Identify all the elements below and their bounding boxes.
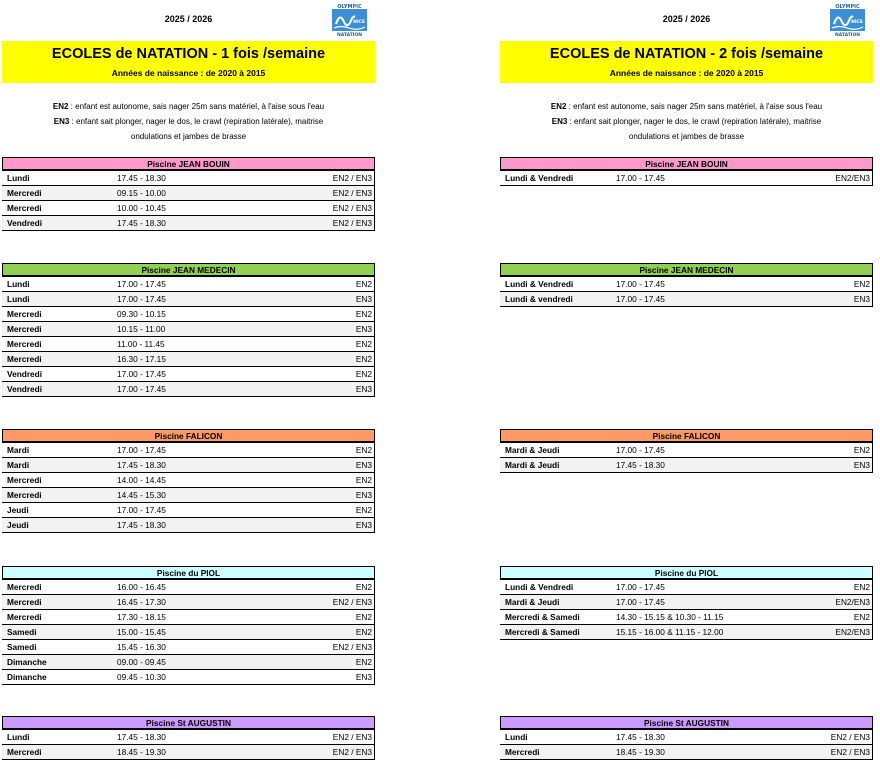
en2-definition: EN2 : enfant est autonome, sais nager 25m sans matériel, à l'aise sous l'eau [550, 102, 823, 111]
session-level: EN2 [355, 445, 372, 455]
table-row [2, 322, 375, 337]
session-time: 09.45 - 10.30 [117, 672, 166, 682]
table-row [500, 580, 873, 595]
session-time: 17.45 - 18.30 [616, 732, 665, 742]
table-row [2, 382, 375, 397]
en3-definition-cont: ondulations et jambes de brasse [628, 132, 745, 141]
session-day: Vendredi [7, 369, 43, 379]
table-row [2, 625, 375, 640]
session-level: EN2 / EN3 [332, 188, 372, 198]
pool-table [500, 157, 873, 186]
pool-table [2, 716, 375, 760]
session-day: Samedi [7, 642, 37, 652]
session-day: Mercredi [7, 747, 42, 757]
session-time: 17.00 - 17.45 [117, 384, 166, 394]
session-level: EN2 [355, 612, 372, 622]
session-day: Lundi [505, 732, 528, 742]
session-level: EN2 [355, 475, 372, 485]
session-time: 16.30 - 17.15 [117, 354, 166, 364]
pool-table [2, 429, 375, 533]
session-time: 17.00 - 17.45 [117, 279, 166, 289]
session-day: Lundi & Vendredi [505, 279, 574, 289]
table-row [2, 277, 375, 292]
session-time: 15.00 - 15.45 [117, 627, 166, 637]
session-day: Mercredi & Samedi [505, 627, 580, 637]
session-day: Vendredi [7, 384, 43, 394]
table-row [2, 488, 375, 503]
session-time: 15.15 - 16.00 & 11.15 - 12.00 [616, 627, 724, 637]
table-row [2, 610, 375, 625]
session-day: Mercredi [7, 203, 42, 213]
season-label: 2025 / 2026 [164, 14, 213, 24]
pool-header: Piscine St AUGUSTIN [2, 716, 375, 730]
pool-table [2, 566, 375, 685]
table-row [2, 201, 375, 216]
table-row [500, 730, 873, 745]
session-level: EN2 [355, 582, 372, 592]
svg-text:NATATION: NATATION [336, 33, 363, 37]
session-time: 17.00 - 17.45 [616, 173, 665, 183]
en2-definition: EN2 : enfant est autonome, sais nager 25m sans matériel, à l'aise sous l'eau [52, 102, 325, 111]
table-row [2, 745, 375, 760]
table-row [2, 730, 375, 745]
level-definitions [2, 99, 375, 144]
session-level: EN2 [355, 369, 372, 379]
svg-text:OLYMPIC: OLYMPIC [337, 4, 362, 10]
session-level: EN2 / EN3 [332, 642, 372, 652]
session-time: 10.00 - 10.45 [117, 203, 166, 213]
level-definitions [500, 99, 873, 144]
table-row [500, 171, 873, 186]
session-time: 17.30 - 18.15 [117, 612, 166, 622]
title-banner [2, 41, 375, 83]
session-time: 17.00 - 17.45 [616, 445, 665, 455]
table-row [2, 670, 375, 685]
session-day: Mercredi [7, 339, 42, 349]
session-day: Mardi [7, 445, 30, 455]
session-time: 17.45 - 18.30 [616, 460, 665, 470]
session-level: EN2 [853, 582, 870, 592]
table-row [500, 443, 873, 458]
session-time: 17.00 - 17.45 [117, 445, 166, 455]
session-time: 09.15 - 10.00 [117, 188, 166, 198]
pool-header: Piscine FALICON [2, 429, 375, 443]
session-day: Lundi & Vendredi [505, 582, 574, 592]
table-row [500, 458, 873, 473]
table-row [2, 580, 375, 595]
session-day: Mercredi [7, 582, 42, 592]
svg-text:NICE: NICE [353, 20, 365, 25]
session-day: Mercredi [7, 475, 42, 485]
session-level: EN2/EN3 [835, 627, 870, 637]
session-day: Vendredi [7, 218, 43, 228]
table-row [500, 625, 873, 640]
pool-header: Piscine FALICON [500, 429, 873, 443]
session-day: Dimanche [7, 672, 47, 682]
session-day: Lundi [7, 294, 30, 304]
table-row [2, 473, 375, 488]
session-time: 11.00 - 11.45 [117, 339, 165, 349]
session-level: EN2 [355, 354, 372, 364]
table-row [2, 595, 375, 610]
table-row [2, 518, 375, 533]
table-row [500, 610, 873, 625]
session-level: EN2 [355, 505, 372, 515]
session-level: EN2 [355, 279, 372, 289]
session-time: 10.15 - 11.00 [117, 324, 166, 334]
session-time: 14.30 - 15.15 & 10.30 - 11.15 [616, 612, 724, 622]
session-level: EN3 [355, 672, 372, 682]
session-level: EN2 [853, 445, 870, 455]
pool-table [500, 263, 873, 307]
session-time: 17.45 - 18.30 [117, 218, 166, 228]
session-time: 15.45 - 16.30 [117, 642, 166, 652]
table-row [500, 745, 873, 760]
table-row [2, 655, 375, 670]
session-day: Mercredi & Samedi [505, 612, 580, 622]
table-row [500, 595, 873, 610]
session-day: Lundi [7, 173, 30, 183]
session-day: Mercredi [7, 490, 42, 500]
session-day: Mercredi [7, 188, 42, 198]
table-row [2, 503, 375, 518]
pool-header: Piscine JEAN MEDECIN [500, 263, 873, 277]
session-level: EN2 / EN3 [332, 218, 372, 228]
session-time: 18.45 - 19.30 [616, 747, 665, 757]
session-level: EN3 [355, 324, 372, 334]
pool-header: Piscine du PIOL [2, 566, 375, 580]
session-time: 17.00 - 17.45 [616, 279, 665, 289]
birth-years: Années de naissance : de 2020 à 2015 [609, 68, 764, 78]
svg-text:OLYMPIC: OLYMPIC [835, 4, 860, 10]
birth-years: Années de naissance : de 2020 à 2015 [111, 68, 266, 78]
session-day: Mardi [7, 460, 30, 470]
en3-definition-cont: ondulations et jambes de brasse [130, 132, 247, 141]
en3-definition: EN3 : enfant sait plonger, nager le dos, le crawl (repiration latérale), maitrise [53, 117, 324, 126]
title-banner [500, 41, 873, 83]
session-day: Mercredi [7, 324, 42, 334]
session-level: EN2 [853, 279, 870, 289]
session-level: EN2 / EN3 [332, 732, 372, 742]
session-time: 17.45 - 18.30 [117, 173, 166, 183]
session-day: Mercredi [7, 309, 42, 319]
session-time: 17.00 - 17.45 [117, 294, 166, 304]
session-time: 14.45 - 15.30 [117, 490, 166, 500]
table-row [2, 337, 375, 352]
session-day: Dimanche [7, 657, 47, 667]
session-level: EN3 [853, 294, 870, 304]
session-time: 17.45 - 18.30 [117, 520, 166, 530]
session-day: Mercredi [505, 747, 540, 757]
svg-text:NATATION: NATATION [834, 33, 861, 37]
pool-header: Piscine JEAN MEDECIN [2, 263, 375, 277]
pool-header: Piscine JEAN BOUIN [500, 157, 873, 171]
session-level: EN3 [355, 520, 372, 530]
session-time: 09.30 - 10.15 [117, 309, 166, 319]
pool-table [500, 566, 873, 640]
table-row [2, 352, 375, 367]
session-time: 17.00 - 17.45 [616, 597, 665, 607]
pool-table [500, 429, 873, 473]
table-row [500, 292, 873, 307]
session-day: Mercredi [7, 597, 42, 607]
olympic-nice-natation-logo-icon [829, 2, 866, 37]
session-time: 17.45 - 18.30 [117, 460, 166, 470]
session-level: EN3 [355, 490, 372, 500]
session-day: Samedi [7, 627, 37, 637]
season-label: 2025 / 2026 [662, 14, 711, 24]
session-time: 14.00 - 14.45 [117, 475, 166, 485]
session-level: EN3 [355, 384, 372, 394]
table-row [500, 277, 873, 292]
session-time: 18.45 - 19.30 [117, 747, 166, 757]
session-time: 17.00 - 17.45 [117, 505, 166, 515]
pool-header: Piscine St AUGUSTIN [500, 716, 873, 730]
session-level: EN2/EN3 [835, 597, 870, 607]
session-level: EN2 [355, 339, 372, 349]
pool-table [500, 716, 873, 760]
session-level: EN2/EN3 [835, 173, 870, 183]
session-day: Mardi & Jeudi [505, 445, 560, 455]
session-day: Lundi [7, 732, 30, 742]
session-level: EN2 / EN3 [332, 597, 372, 607]
table-row [2, 367, 375, 382]
session-time: 16.45 - 17.30 [117, 597, 166, 607]
pool-header: Piscine JEAN BOUIN [2, 157, 375, 171]
table-row [2, 640, 375, 655]
session-time: 17.00 - 17.45 [117, 369, 166, 379]
session-day: Lundi [7, 279, 30, 289]
session-time: 17.00 - 17.45 [616, 294, 665, 304]
session-day: Mercredi [7, 354, 42, 364]
session-day: Jeudi [7, 505, 29, 515]
table-row [2, 458, 375, 473]
session-day: Mercredi [7, 612, 42, 622]
session-day: Mardi & Jeudi [505, 460, 560, 470]
session-level: EN2 [853, 612, 870, 622]
pool-table [2, 157, 375, 231]
session-day: Mardi & Jeudi [505, 597, 560, 607]
pool-header: Piscine du PIOL [500, 566, 873, 580]
table-row [2, 171, 375, 186]
en3-definition: EN3 : enfant sait plonger, nager le dos, le crawl (repiration latérale), maitrise [551, 117, 822, 126]
page-title: ECOLES de NATATION - 1 fois /semaine [51, 46, 326, 62]
session-level: EN3 [355, 294, 372, 304]
table-row [2, 216, 375, 231]
session-level: EN2 / EN3 [830, 747, 870, 757]
table-row [2, 307, 375, 322]
session-level: EN2 / EN3 [332, 747, 372, 757]
session-level: EN2 [355, 657, 372, 667]
session-level: EN2 / EN3 [830, 732, 870, 742]
svg-text:NICE: NICE [851, 20, 863, 25]
session-level: EN2 / EN3 [332, 173, 372, 183]
session-level: EN2 / EN3 [332, 203, 372, 213]
session-day: Lundi & vendredi [505, 294, 573, 304]
pool-table [2, 263, 375, 397]
session-day: Lundi & Vendredi [505, 173, 574, 183]
session-time: 17.45 - 18.30 [117, 732, 166, 742]
session-time: 17.00 - 17.45 [616, 582, 665, 592]
olympic-nice-natation-logo-icon [331, 2, 368, 37]
session-level: EN3 [355, 460, 372, 470]
session-level: EN3 [853, 460, 870, 470]
page-title: ECOLES de NATATION - 2 fois /semaine [549, 46, 824, 62]
table-row [2, 443, 375, 458]
session-time: 09.00 - 09.45 [117, 657, 166, 667]
table-row [2, 186, 375, 201]
session-level: EN2 [355, 627, 372, 637]
session-day: Jeudi [7, 520, 29, 530]
session-time: 16.00 - 16.45 [117, 582, 166, 592]
session-level: EN2 [355, 309, 372, 319]
table-row [2, 292, 375, 307]
